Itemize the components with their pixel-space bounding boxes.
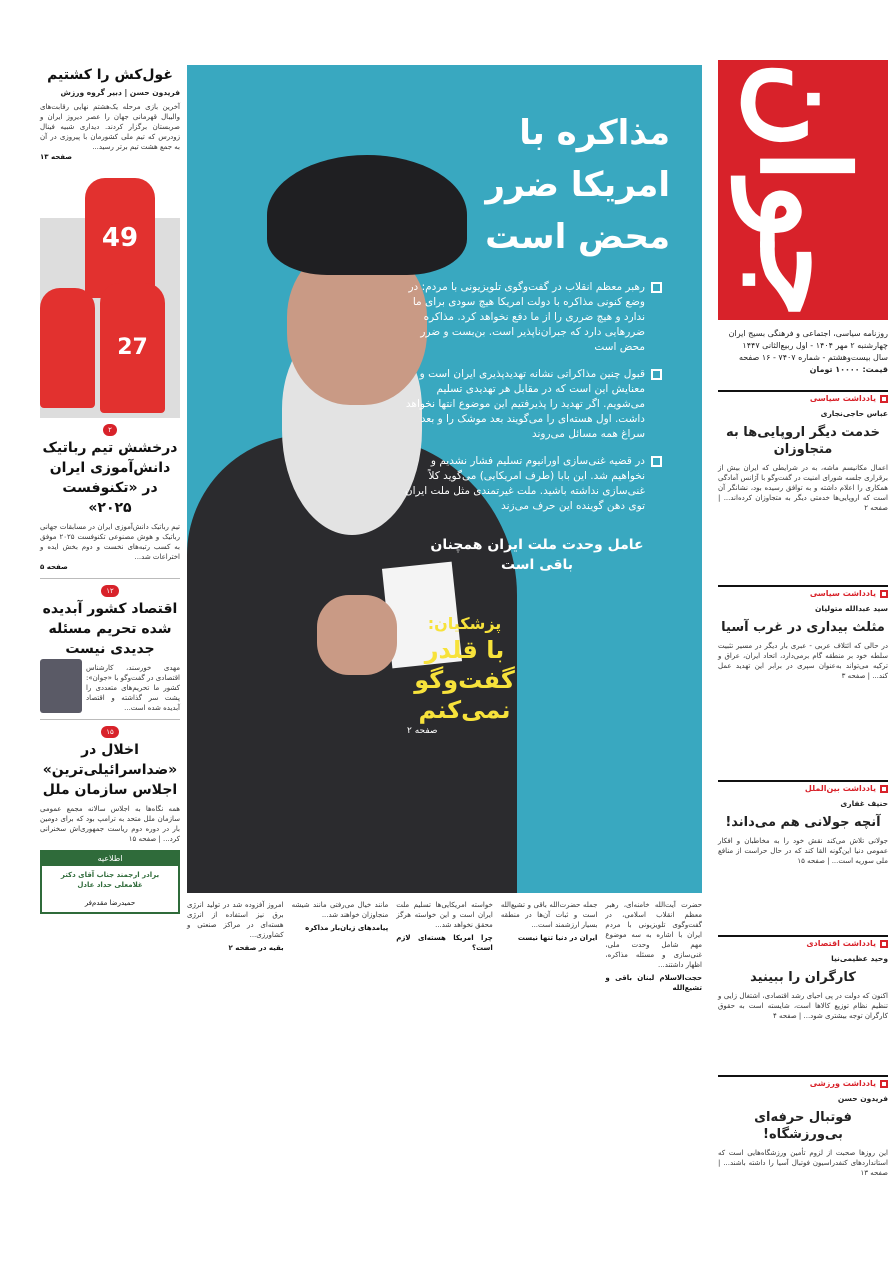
note-body: در حالی که ائتلاف عربی - عبری بار دیگر در مسیر تثبیت سلطه خود بر منطقه گام برمی‌دارد، اتحاد ایران، عراق و ترکیه می‌تواند به‌عنوان سپری در برابر این تهدید عمل کند... | صفحه ۳ <box>718 642 888 680</box>
square-icon <box>880 590 888 598</box>
news-headline: اخلال در «ضداسرائیلی‌ترین» اجلاس سازمان ملل <box>42 742 178 798</box>
note-tag: یادداشت سیاسی <box>718 585 888 601</box>
news-badge: ۲ <box>40 424 180 436</box>
divider <box>40 578 180 579</box>
pub-date: چهارشنبه ۲ مهر ۱۴۰۴ - اول ربیع‌الثانی ۱۴۴۷ <box>742 341 888 350</box>
pub-issue: سال بیست‌وهشتم - شماره ۷۴۰۷ - ۱۶ صفحه <box>738 353 888 362</box>
news-body: همه نگاه‌ها به اجلاس سالانه مجمع عمومی سازمان ملل متحد به ترامپ بود که برای دومین بار در دوره دوم ریاست جمهوری‌اش سخنرانی کرد... | صفحه ۱۵ <box>40 805 180 843</box>
hero-headline: مذاکره با امریکا ضرر محض است <box>485 113 670 257</box>
masthead-logo: جوان <box>718 60 888 320</box>
condolence-header: اطلاعیه <box>42 852 178 866</box>
article-col: جمله حضرت‌الله باقی و تشیع‌الله است و ثبات آن‌ها در منطقه بسیار ارزشمند است... ایران در دنیا تنها نیست <box>500 901 598 942</box>
note-author: عباس حاجی‌نجاری <box>820 409 888 418</box>
hero-subtitle: عامل وحدت ملت ایران همچنان باقی است <box>430 537 644 573</box>
pub-line1: روزنامه سیاسی، اجتماعی و فرهنگی بسیج ایران <box>728 329 888 338</box>
left-column <box>40 65 180 1272</box>
note-title: فوتبال حرفه‌ای بی‌ورزشگاه! <box>754 1110 852 1142</box>
right-note-5 <box>718 1075 888 1178</box>
player-shape: 27 <box>100 283 165 413</box>
news-body: تیم رباتیک دانش‌آموزی ایران در مسابقات جهانی رباتیک و هوش مصنوعی تکنوفست ۲۰۲۵ موفق به کسب رتبه‌های نخست و دوم بخش ایده و اختراعات شد... <box>40 523 181 561</box>
publication-info <box>718 328 888 376</box>
sport-author: فریدون حسن | دبیر گروه ورزش <box>60 88 180 97</box>
note-tag: یادداشت سیاسی <box>718 390 888 406</box>
right-note-2 <box>718 585 888 681</box>
note-tag: یادداشت اقتصادی <box>718 935 888 951</box>
square-icon <box>880 940 888 948</box>
news-badge: ۱۵ <box>40 726 180 738</box>
square-icon <box>880 1080 888 1088</box>
pezeshkian-quote <box>407 613 522 737</box>
square-icon <box>651 456 662 467</box>
condolence-sign: حمیدرضا مقدم‌فر <box>84 899 136 907</box>
player-shape <box>40 288 95 408</box>
news-body: مهدی خورسند، کارشناس اقتصادی در گفت‌وگو با «جوان»: کشور ما تحریم‌های متعددی را پشت سر گذاشته و اقتصاد آبدیده شده است... <box>86 664 180 712</box>
note-body: این روزها صحبت از لزوم تأمین ورزشگاه‌هایی است که استانداردهای کنفدراسیون فوتبال آسیا را داشته باشند... | صفحه ۱۳ <box>718 1149 888 1177</box>
note-tag: یادداشت بین‌الملل <box>718 780 888 796</box>
sport-body: آخرین بازی مرحله یک‌هشتم نهایی رقابت‌های والیبال قهرمانی جهان را عصر دیروز ایران و صربستان برگزار کردند. دیداری شبیه فینال زودرس که تیم ملی کشورمان با پیروزی در آن به جمع هشت تیم برتر رسید... <box>40 103 180 151</box>
note-title: خدمت دیگر اروپایی‌ها به متجاوزان <box>726 425 880 457</box>
quote-page-ref: صفحه ۲ <box>407 726 438 736</box>
quote-text: با قلدر گفت‌وگو نمی‌کنم <box>414 636 515 724</box>
right-note-4 <box>718 935 888 1021</box>
note-title: آنچه جولانی هم می‌داند! <box>725 815 881 830</box>
interview-block <box>40 659 180 713</box>
pub-price: قیمت: ۱۰۰۰۰ تومان <box>809 365 888 374</box>
sport-headline: غول‌کش را کشتیم <box>47 67 173 83</box>
note-author: سید عبدالله متولیان <box>814 604 888 613</box>
sport-page-ref: صفحه ۱۳ <box>40 153 73 161</box>
condolence-text: برادر ارجمند جناب آقای دکتر غلامعلی حداد عادل <box>60 871 160 889</box>
quote-speaker: پزشکیان: <box>427 614 502 633</box>
article-col: مانند خیال می‌رفتی مانند شیشه منجاوزان خواهند شد... پیامدهای زیان‌بار مذاکره <box>291 901 389 932</box>
hand-shape <box>317 595 397 675</box>
condolence-box <box>40 850 180 914</box>
square-icon <box>651 282 662 293</box>
interviewee-photo <box>40 659 82 713</box>
news-page-ref: صفحه ۵ <box>40 563 68 571</box>
note-body: اعمال مکانیسم ماشه، به در شرایطی که ایران بیش از برقراری جلسه شورای امنیت در گفت‌وگو با آژانس آمادگی همکاری را اعلام داشته و به توافق رسیده بود، نشانگر آن است که اروپایی‌ها خدمتی دیگر به متجاوزان کرده‌اند... | صفحه ۲ <box>718 464 888 512</box>
article-col: خواسته امریکایی‌ها تسلیم ملت ایران است و این خواسته هرگز محقق نخواهد شد... چرا امریکا هسته‌ای لازم است؟ <box>396 901 493 952</box>
right-note-3 <box>718 780 888 866</box>
hero-bullet: قبول چنین مذاکراتی نشانه تهدیدپذیری ایران است و معنایش این است که در مقابل هر تهدیدی تسلیم می‌شویم. اگر تهدید را پذیرفتیم این موضوع انتها نخواهد داشت. اول هسته‌ای را می‌گویند بعد موشک را و بعد سراغ همه مسائل می‌روند <box>402 367 662 442</box>
note-title: مثلث بیداری در غرب آسیا <box>721 620 885 635</box>
hero-bullets <box>402 280 662 526</box>
note-body: اکنون که دولت در پی احیای رشد اقتصادی، اشتغال زایی و تنظیم نظام توزیع کالاها است، شایسته است به حقوق کارگران توجه بیشتری شود... | صفحه ۴ <box>718 992 888 1020</box>
note-title: کارگران را ببینید <box>750 970 856 985</box>
note-body: جولانی تلاش می‌کند نقش خود را به مخاطبان و افکار عمومی دنیا این‌گونه القا کند که در حال حراست از منافع ملی سوریه است... | صفحه ۱۵ <box>718 837 888 865</box>
square-icon <box>651 369 662 380</box>
news-headline: درخشش تیم رباتیک دانش‌آموزی ایران در «تکنوفست ۲۰۲۵» <box>42 440 178 516</box>
news-headline: اقتصاد کشور آبدیده شده تحریم مسئله جدیدی نیست <box>42 601 178 657</box>
square-icon <box>880 395 888 403</box>
article-col: امروز آفزوده شد در تولید انرژی برق نیز استفاده از انرژی هسته‌ای در مراکز صنعتی و کشاورزی... بقیه در صفحه ۲ <box>187 901 284 952</box>
news-badge: ۱۲ <box>40 585 180 597</box>
player-shape: 49 <box>85 178 155 298</box>
hero-section <box>187 65 702 893</box>
article-col: حضرت آیت‌الله خامنه‌ای، رهبر معظم انقلاب اسلامی، در گفت‌وگوی تلویزیونی با مردم ایران با اشاره به سه موضوع مهم شامل وحدت ملی، غنی‌سازی و مسئله مذاکره، اظهار داشتند... حجت‌الاسلام لبنان باقی و تشیع‌الله <box>605 901 702 992</box>
square-icon <box>880 785 888 793</box>
volleyball-photo <box>40 168 180 418</box>
lead-article-body <box>187 900 702 1240</box>
note-tag: یادداشت ورزشی <box>718 1075 888 1091</box>
hero-bullet: در قضیه غنی‌سازی اورانیوم تسلیم فشار نشدیم و نخواهیم شد. این بابا (طرف امریکایی) می‌گوید کلاً غنی‌سازی نداشته باشید. ملت غیرتمندی مثل ملت ایران توی دهن گوینده این حرف می‌زند <box>402 454 662 514</box>
hero-bullet: رهبر معظم انقلاب در گفت‌وگوی تلویزیونی با مردم: در وضع کنونی مذاکره با دولت امریکا هیچ سودی برای ما ندارد و هیچ ضرری را از ما دفع نخواهد کرد. مذاکره ضررهایی دارد که جبران‌ناپذیر است. بن‌بست و ضرر محض است <box>402 280 662 355</box>
right-column <box>716 60 888 1272</box>
divider <box>40 719 180 720</box>
note-author: وحید عظیمی‌نیا <box>831 954 888 963</box>
right-note-1 <box>718 390 888 513</box>
continued-ref: بقیه در صفحه ۲ <box>228 944 284 952</box>
note-author: فریدون حسن <box>837 1094 888 1103</box>
note-author: حنیف غفاری <box>840 799 888 808</box>
